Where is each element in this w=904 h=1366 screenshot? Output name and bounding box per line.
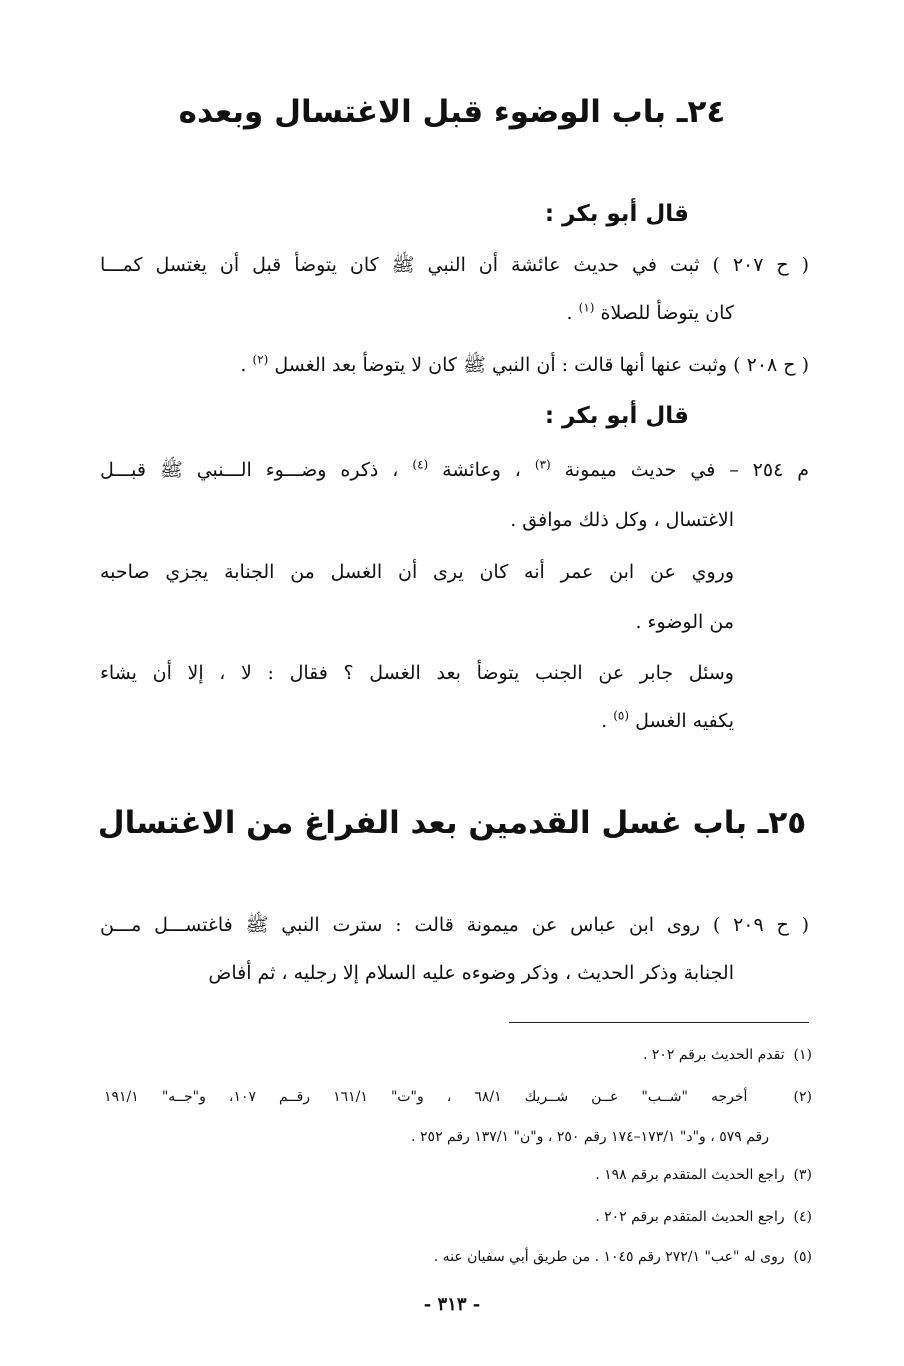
- footnote-1: (١) تقدم الحديث برقم ٢٠٢ .: [642, 1047, 812, 1063]
- hadith-209-line-1: ( ح ٢٠٩ ) روى ابن عباس عن ميمونة قالت : سترت النبي ﷺ فاغتســـل مـــن: [100, 914, 809, 936]
- ibn-umar-line-1: وروي عن ابن عمر أنه كان يرى أن الغسل من الجنابة يجزي صاحبه: [100, 561, 734, 583]
- footnote-ref-3[interactable]: (٣): [534, 457, 551, 472]
- hadith-207-line-1: ( ح ٢٠٧ ) ثبت في حديث عائشة أن النبي ﷺ كان يتوضأ قبل أن يغتسل كمـــا: [100, 254, 809, 276]
- hadith-209-line-2: الجنابة وذكر الحديث ، وذكر وضوءه عليه السلام إلا رجليه ، ثم أفاض: [208, 962, 734, 984]
- footnote-ref-2[interactable]: (٢): [252, 352, 269, 367]
- footnote-ref-4[interactable]: (٤): [412, 457, 429, 472]
- footnote-2-continuation: رقم ٥٧٩ ، و"د" ١٧٣/١–١٧٤ رقم ٢٥٠ ، و"ن" ١٣٧/١ رقم ٢٥٢ .: [411, 1129, 769, 1145]
- author-label-1: قال أبو بكر :: [544, 201, 689, 227]
- hadith-208-line-1: ( ح ٢٠٨ ) وثبت عنها أنها قالت : أن النبي ﷺ كان لا يتوضأ بعد الغسل $^{(٢)}$ .: [240, 352, 809, 376]
- footnote-3: (٣) راجع الحديث المتقدم برقم ١٩٨ .: [595, 1167, 812, 1183]
- ibn-umar-line-2: من الوضوء .: [635, 611, 734, 633]
- footnote-5: (٥) روى له "عب" ٢٧٢/١ رقم ١٠٤٥ . من طريق أبي سفيان عنه .: [433, 1249, 812, 1265]
- hadith-207-line-2: كان يتوضأ للصلاة $^{(١)}$ .: [566, 300, 734, 324]
- section-25-heading: ٢٥ـ باب غسل القدمين بعد الفراغ من الاغتسال: [97, 805, 807, 841]
- footnote-4: (٤) راجع الحديث المتقدم برقم ٢٠٢ .: [595, 1209, 812, 1225]
- footnote-ref-1[interactable]: (١): [578, 300, 595, 315]
- section-24-heading: ٢٤ـ باب الوضوء قبل الاغتسال وبعده: [178, 94, 726, 130]
- footnote-2: (٢) أخرجه "شــب" عــن شــريك ٦٨/١ ، و"ت" ١٦١/١ رقــم ١٠٧، و"جــه" ١٩١/١: [104, 1089, 813, 1105]
- footnote-divider: [509, 1022, 809, 1023]
- page-number: - ٣١٣ -: [423, 1294, 481, 1315]
- jabir-line-1: وسئل جابر عن الجنب يتوضأ بعد الغسل ؟ فقال : لا ، إلا أن يشاء: [100, 662, 734, 684]
- jabir-line-2: يكفيه الغسل $^{(٥)}$ .: [601, 708, 734, 732]
- footnote-ref-5[interactable]: (٥): [613, 708, 630, 723]
- author-label-2: قال أبو بكر :: [544, 403, 689, 429]
- m254-line-2: الاغتسال ، وكل ذلك موافق .: [510, 509, 734, 531]
- m254-line-1: م ٢٥٤ – في حديث ميمونة $^{(٣)}$ ، وعائشة $^{(٤)}$ ، ذكره وضـــوء الـــنبي ﷺ قبـــل: [100, 457, 809, 481]
